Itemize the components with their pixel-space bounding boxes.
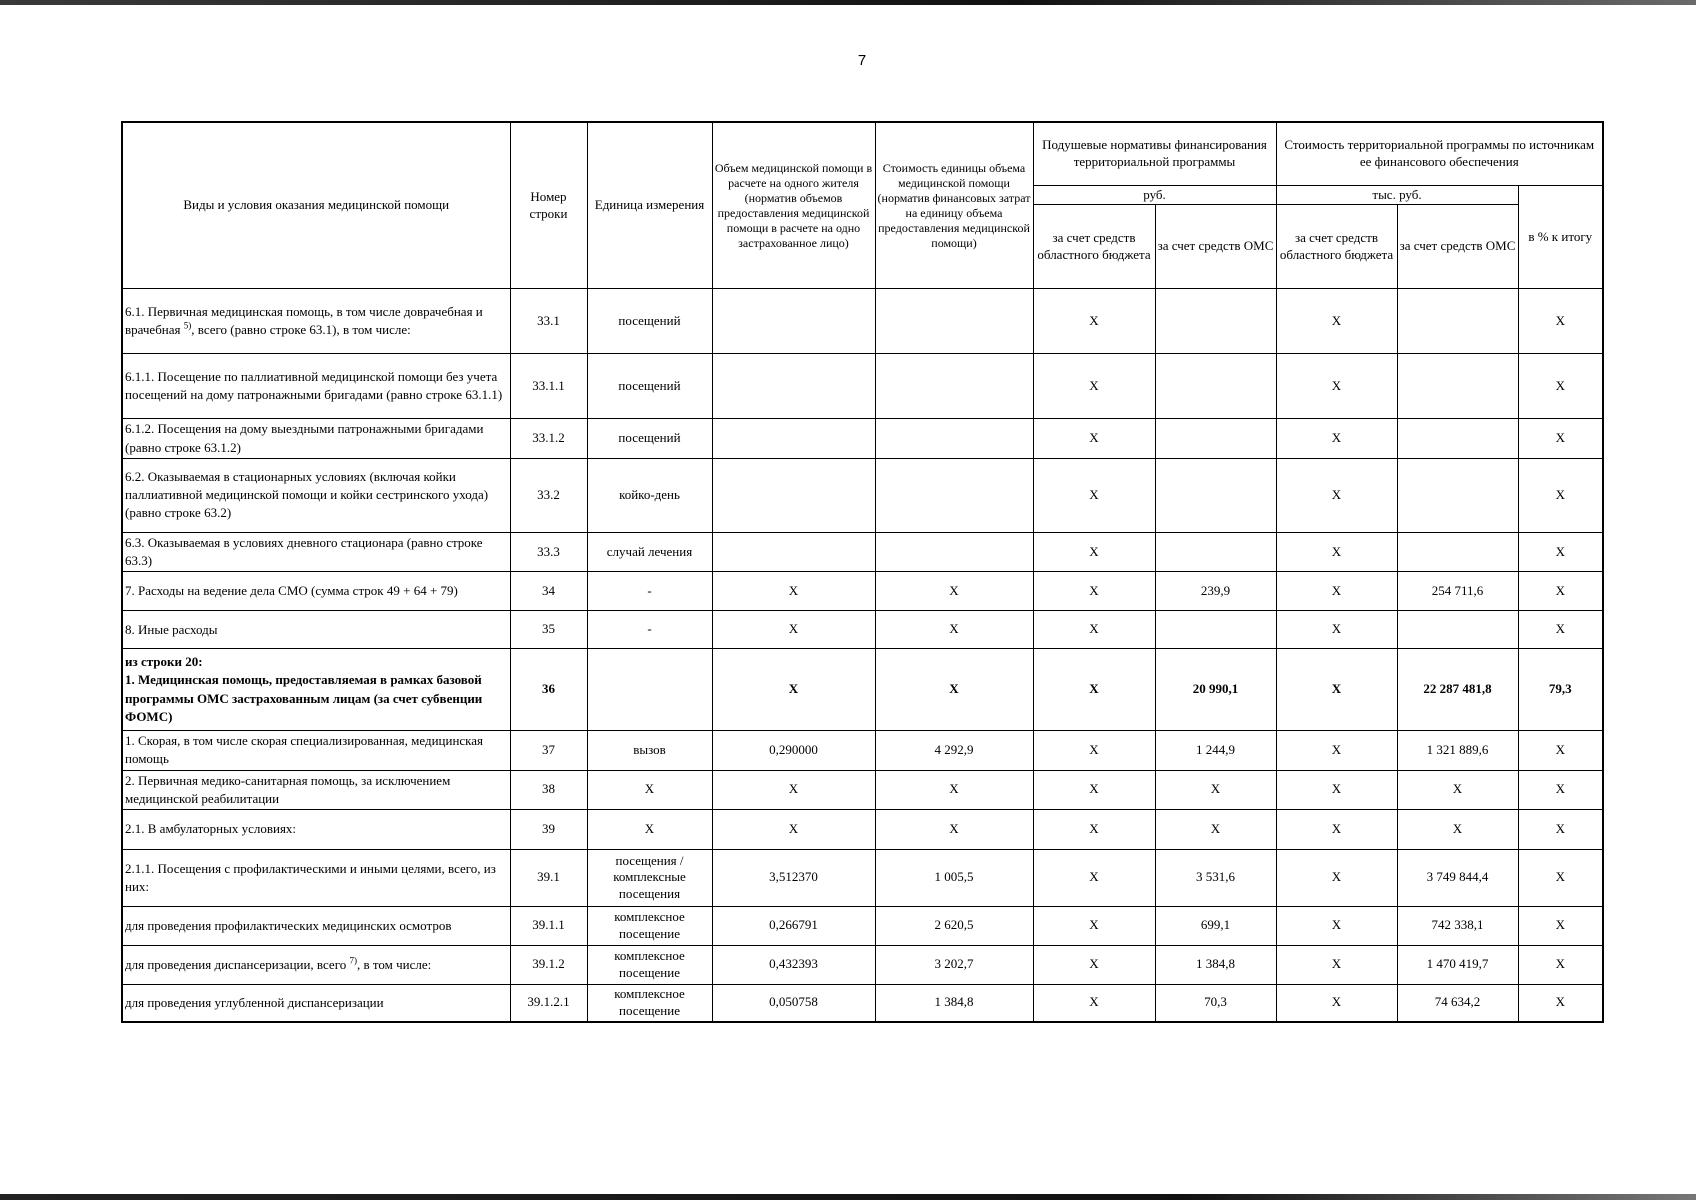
row-volume: 0,290000 bbox=[712, 731, 875, 770]
row-pc-oms bbox=[1155, 354, 1276, 419]
row-volume: X bbox=[712, 572, 875, 611]
row-unit: комплексное посещение bbox=[587, 945, 712, 984]
table-row bbox=[122, 354, 1603, 419]
table-row bbox=[122, 419, 1603, 458]
row-tc-budget: X bbox=[1276, 611, 1397, 649]
row-percent: 79,3 bbox=[1518, 649, 1603, 731]
row-tc-oms: 254 711,6 bbox=[1397, 572, 1518, 611]
row-volume: 0,432393 bbox=[712, 945, 875, 984]
table-row bbox=[122, 770, 1603, 809]
row-description-text: для проведения диспансеризации, всего bbox=[125, 956, 347, 972]
row-volume bbox=[712, 354, 875, 419]
row-tc-oms: 3 749 844,4 bbox=[1397, 849, 1518, 906]
row-cost bbox=[875, 289, 1033, 354]
row-description-text: 1. Медицинская помощь, предоставляемая в рамках базовой программы ОМС застрахованным лицам (за счет субвенции ФОМС) bbox=[125, 672, 483, 724]
row-unit: койко-день bbox=[587, 458, 712, 532]
header-unit-rub: руб. bbox=[1033, 185, 1276, 205]
row-description: для проведения профилактических медицинских осмотров bbox=[122, 906, 510, 945]
row-unit: комплексное посещение bbox=[587, 984, 712, 1021]
row-unit: посещения / комплексные посещения bbox=[587, 849, 712, 906]
header-tc-regional-budget: за счет средств областного бюджета bbox=[1276, 205, 1397, 289]
row-number: 39.1 bbox=[510, 849, 587, 906]
row-pc-budget: X bbox=[1033, 945, 1155, 984]
row-description-tail: , всего (равно строке 63.1), в том числе: bbox=[191, 322, 411, 338]
row-unit: комплексное посещение bbox=[587, 906, 712, 945]
row-percent: X bbox=[1518, 984, 1603, 1021]
table-row bbox=[122, 532, 1603, 571]
row-description: для проведения углубленной диспансеризации bbox=[122, 984, 510, 1021]
row-pc-oms: 70,3 bbox=[1155, 984, 1276, 1021]
row-number: 38 bbox=[510, 770, 587, 809]
page-number: 7 bbox=[857, 52, 867, 69]
row-number: 33.1 bbox=[510, 289, 587, 354]
row-pc-oms: 699,1 bbox=[1155, 906, 1276, 945]
row-description: 1. Скорая, в том числе скорая специализированная, медицинская помощь bbox=[122, 731, 510, 770]
footnote-ref: 5) bbox=[183, 321, 192, 332]
row-volume: X bbox=[712, 611, 875, 649]
row-pc-oms: 20 990,1 bbox=[1155, 649, 1276, 731]
row-tc-oms: 1 470 419,7 bbox=[1397, 945, 1518, 984]
footnote-ref: 7) bbox=[349, 955, 357, 966]
row-unit: случай лечения bbox=[587, 532, 712, 571]
row-unit: посещений bbox=[587, 354, 712, 419]
row-number: 33.3 bbox=[510, 532, 587, 571]
row-description: 7. Расходы на ведение дела СМО (сумма строк 49 + 64 + 79) bbox=[122, 572, 510, 611]
row-volume bbox=[712, 458, 875, 532]
row-description-text: 6.1. Первичная медицинская помощь, в том числе доврачебная и врачебная bbox=[125, 304, 483, 338]
row-pc-budget: X bbox=[1033, 809, 1155, 849]
header-volume: Объем медицинской помощи в расчете на одного жителя (норматив объемов предоставления медицинской помощи в расчете на одно застрахованное лицо) bbox=[712, 122, 875, 289]
row-percent: X bbox=[1518, 809, 1603, 849]
row-percent: X bbox=[1518, 770, 1603, 809]
row-percent: X bbox=[1518, 906, 1603, 945]
row-pc-budget: X bbox=[1033, 289, 1155, 354]
header-program-cost-group: Стоимость территориальной программы по источникам ее финансового обеспечения bbox=[1276, 122, 1603, 185]
row-tc-budget: X bbox=[1276, 532, 1397, 571]
row-cost: X bbox=[875, 611, 1033, 649]
table-row bbox=[122, 611, 1603, 649]
row-tc-oms: 1 321 889,6 bbox=[1397, 731, 1518, 770]
row-percent: X bbox=[1518, 419, 1603, 458]
row-volume bbox=[712, 532, 875, 571]
header-kind-conditions: Виды и условия оказания медицинской помощи bbox=[122, 122, 510, 289]
row-volume bbox=[712, 289, 875, 354]
row-pc-oms bbox=[1155, 611, 1276, 649]
row-tc-budget: X bbox=[1276, 731, 1397, 770]
row-volume: X bbox=[712, 649, 875, 731]
row-tc-oms bbox=[1397, 458, 1518, 532]
row-unit: X bbox=[587, 770, 712, 809]
row-tc-budget: X bbox=[1276, 289, 1397, 354]
row-tc-budget: X bbox=[1276, 419, 1397, 458]
row-volume bbox=[712, 419, 875, 458]
row-cost: X bbox=[875, 770, 1033, 809]
scan-bottom-edge bbox=[0, 1194, 1696, 1200]
row-tc-oms bbox=[1397, 289, 1518, 354]
row-unit: - bbox=[587, 611, 712, 649]
row-cost: 1 005,5 bbox=[875, 849, 1033, 906]
row-description: 6.1.1. Посещение по паллиативной медицинской помощи без учета посещений на дому патронажными бригадами (равно строке 63.1.1) bbox=[122, 354, 510, 419]
row-pc-budget: X bbox=[1033, 984, 1155, 1021]
row-tc-budget: X bbox=[1276, 984, 1397, 1021]
row-description bbox=[122, 289, 510, 354]
row-cost: X bbox=[875, 809, 1033, 849]
row-tc-oms: X bbox=[1397, 770, 1518, 809]
header-percent-total: в % к итогу bbox=[1518, 185, 1603, 289]
scan-top-edge bbox=[0, 0, 1696, 5]
table-row-summary bbox=[122, 649, 1603, 731]
table-row bbox=[122, 945, 1603, 984]
header-unit-thousand-rub: тыс. руб. bbox=[1276, 185, 1518, 205]
row-tc-oms: 742 338,1 bbox=[1397, 906, 1518, 945]
row-percent: X bbox=[1518, 458, 1603, 532]
row-number: 39.1.1 bbox=[510, 906, 587, 945]
row-cost: X bbox=[875, 572, 1033, 611]
row-cost: 4 292,9 bbox=[875, 731, 1033, 770]
row-number: 33.2 bbox=[510, 458, 587, 532]
row-unit: посещений bbox=[587, 289, 712, 354]
row-description: 6.3. Оказываемая в условиях дневного стационара (равно строке 63.3) bbox=[122, 532, 510, 571]
row-pc-budget: X bbox=[1033, 419, 1155, 458]
row-tc-oms: 22 287 481,8 bbox=[1397, 649, 1518, 731]
table-row bbox=[122, 572, 1603, 611]
row-tc-budget: X bbox=[1276, 649, 1397, 731]
row-volume: 3,512370 bbox=[712, 849, 875, 906]
row-unit bbox=[587, 649, 712, 731]
row-percent: X bbox=[1518, 611, 1603, 649]
table-row bbox=[122, 906, 1603, 945]
row-pc-oms bbox=[1155, 289, 1276, 354]
row-tc-budget: X bbox=[1276, 906, 1397, 945]
row-pc-budget: X bbox=[1033, 458, 1155, 532]
row-description-lead: из строки 20: bbox=[125, 654, 203, 670]
row-number: 39.1.2 bbox=[510, 945, 587, 984]
row-pc-oms: 1 244,9 bbox=[1155, 731, 1276, 770]
row-cost bbox=[875, 458, 1033, 532]
header-unit: Единица измерения bbox=[587, 122, 712, 289]
header-unit-cost: Стоимость единицы объема медицинской помощи (норматив финансовых затрат на единицу объема предоставления медицинской помощи) bbox=[875, 122, 1033, 289]
header-per-capita-group: Подушевые нормативы финансирования территориальной программы bbox=[1033, 122, 1276, 185]
row-pc-oms: X bbox=[1155, 809, 1276, 849]
row-unit: посещений bbox=[587, 419, 712, 458]
row-pc-budget: X bbox=[1033, 770, 1155, 809]
row-cost: 2 620,5 bbox=[875, 906, 1033, 945]
row-volume: 0,050758 bbox=[712, 984, 875, 1021]
row-pc-oms bbox=[1155, 419, 1276, 458]
row-tc-oms bbox=[1397, 532, 1518, 571]
table-row bbox=[122, 984, 1603, 1021]
row-pc-budget: X bbox=[1033, 849, 1155, 906]
row-percent: X bbox=[1518, 731, 1603, 770]
row-description: 8. Иные расходы bbox=[122, 611, 510, 649]
row-tc-budget: X bbox=[1276, 354, 1397, 419]
row-pc-budget: X bbox=[1033, 906, 1155, 945]
row-tc-oms bbox=[1397, 354, 1518, 419]
row-pc-oms: X bbox=[1155, 770, 1276, 809]
table-row bbox=[122, 289, 1603, 354]
row-description: 2.1.1. Посещения с профилактическими и иными целями, всего, из них: bbox=[122, 849, 510, 906]
row-number: 33.1.1 bbox=[510, 354, 587, 419]
row-description: 6.2. Оказываемая в стационарных условиях (включая койки паллиативной медицинской помощи и койки сестринского ухода) (равно строке 63.2) bbox=[122, 458, 510, 532]
row-percent: X bbox=[1518, 849, 1603, 906]
row-unit: - bbox=[587, 572, 712, 611]
header-pc-oms: за счет средств ОМС bbox=[1155, 205, 1276, 289]
row-number: 37 bbox=[510, 731, 587, 770]
row-tc-budget: X bbox=[1276, 572, 1397, 611]
row-volume: X bbox=[712, 809, 875, 849]
header-row-number: Номер строки bbox=[510, 122, 587, 289]
row-pc-budget: X bbox=[1033, 532, 1155, 571]
row-pc-oms bbox=[1155, 458, 1276, 532]
row-cost: 3 202,7 bbox=[875, 945, 1033, 984]
row-percent: X bbox=[1518, 289, 1603, 354]
row-number: 35 bbox=[510, 611, 587, 649]
row-tc-budget: X bbox=[1276, 945, 1397, 984]
row-tc-budget: X bbox=[1276, 770, 1397, 809]
row-tc-oms bbox=[1397, 611, 1518, 649]
row-pc-budget: X bbox=[1033, 649, 1155, 731]
row-description-tail: , в том числе: bbox=[356, 956, 432, 972]
header-pc-regional-budget: за счет средств областного бюджета bbox=[1033, 205, 1155, 289]
row-number: 39.1.2.1 bbox=[510, 984, 587, 1021]
row-pc-budget: X bbox=[1033, 572, 1155, 611]
table-row bbox=[122, 849, 1603, 906]
row-number: 36 bbox=[510, 649, 587, 731]
header-tc-oms: за счет средств ОМС bbox=[1397, 205, 1518, 289]
table-row bbox=[122, 458, 1603, 532]
row-cost bbox=[875, 354, 1033, 419]
row-tc-budget: X bbox=[1276, 809, 1397, 849]
row-number: 39 bbox=[510, 809, 587, 849]
row-unit: X bbox=[587, 809, 712, 849]
row-number: 33.1.2 bbox=[510, 419, 587, 458]
territorial-program-table bbox=[121, 121, 1604, 1023]
row-cost bbox=[875, 419, 1033, 458]
row-tc-budget: X bbox=[1276, 849, 1397, 906]
row-percent: X bbox=[1518, 532, 1603, 571]
row-pc-budget: X bbox=[1033, 611, 1155, 649]
row-pc-oms: 3 531,6 bbox=[1155, 849, 1276, 906]
row-description: 2. Первичная медико-санитарная помощь, за исключением медицинской реабилитации bbox=[122, 770, 510, 809]
row-pc-oms: 239,9 bbox=[1155, 572, 1276, 611]
row-description: 2.1. В амбулаторных условиях: bbox=[122, 809, 510, 849]
row-pc-budget: X bbox=[1033, 731, 1155, 770]
row-description bbox=[122, 649, 510, 731]
row-volume: X bbox=[712, 770, 875, 809]
row-pc-oms: 1 384,8 bbox=[1155, 945, 1276, 984]
table-row bbox=[122, 809, 1603, 849]
row-pc-budget: X bbox=[1033, 354, 1155, 419]
row-number: 34 bbox=[510, 572, 587, 611]
row-tc-oms bbox=[1397, 419, 1518, 458]
row-cost bbox=[875, 532, 1033, 571]
row-tc-oms: X bbox=[1397, 809, 1518, 849]
row-percent: X bbox=[1518, 945, 1603, 984]
row-description: 6.1.2. Посещения на дому выездными патронажными бригадами (равно строке 63.1.2) bbox=[122, 419, 510, 458]
row-volume: 0,266791 bbox=[712, 906, 875, 945]
row-cost: 1 384,8 bbox=[875, 984, 1033, 1021]
row-description bbox=[122, 945, 510, 984]
table-row bbox=[122, 731, 1603, 770]
row-percent: X bbox=[1518, 354, 1603, 419]
row-cost: X bbox=[875, 649, 1033, 731]
row-tc-oms: 74 634,2 bbox=[1397, 984, 1518, 1021]
row-pc-oms bbox=[1155, 532, 1276, 571]
row-unit: вызов bbox=[587, 731, 712, 770]
row-percent: X bbox=[1518, 572, 1603, 611]
row-tc-budget: X bbox=[1276, 458, 1397, 532]
